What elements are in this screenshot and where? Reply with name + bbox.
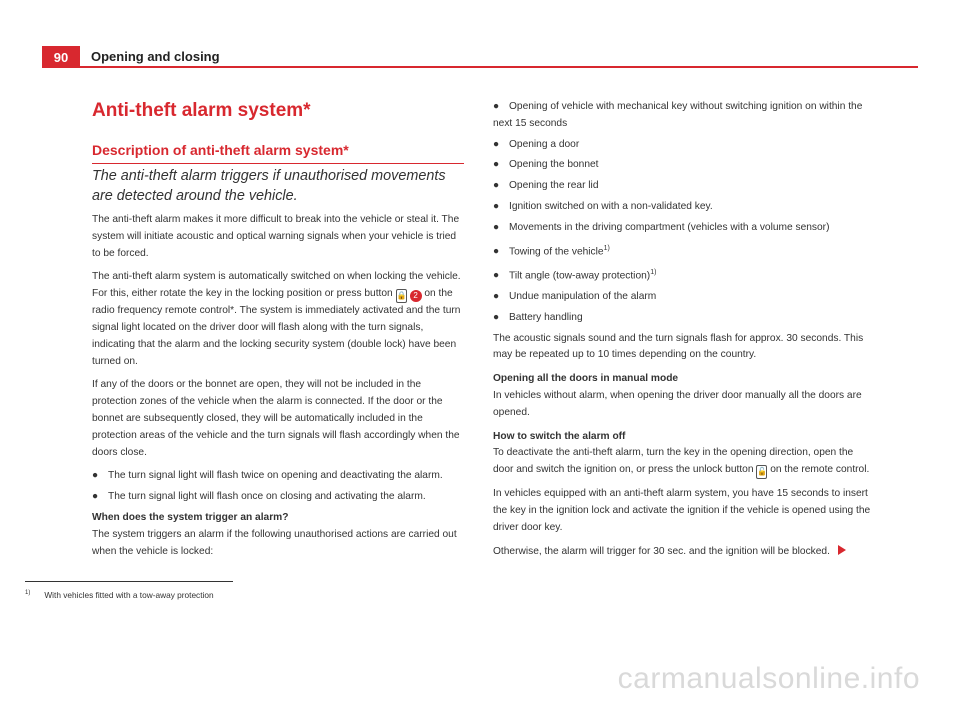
bullet-item — [493, 157, 873, 174]
paragraph-text: Otherwise, the alarm will trigger for 30 sec. and the ignition will be blocked. — [493, 545, 830, 557]
footnote-marker: 1) — [25, 590, 31, 597]
bullet-icon: ● — [493, 101, 500, 112]
footnote — [25, 590, 214, 600]
bullet-item — [493, 310, 873, 327]
chapter-title: Opening and closing — [91, 49, 220, 64]
bullet-text: Opening the bonnet — [509, 159, 599, 171]
page-number: 90 — [42, 46, 80, 68]
footnote-rule — [25, 581, 233, 582]
bullet-text: The turn signal light will flash twice on opening and deactivating the alarm. — [108, 470, 443, 482]
subheading: When does the system trigger an alarm? — [92, 511, 289, 523]
paragraph: The anti-theft alarm makes it more difficult to break into the vehicle or steal it. The system will initiate acoustic and optical warning signals when your vehicle is tried to be forced. — [92, 214, 460, 259]
watermark: carmanualsonline.info — [617, 662, 920, 695]
footnote-marker: 1) — [650, 268, 657, 276]
paragraph — [92, 269, 464, 370]
bullet-text: Tilt angle (tow-away protection) — [509, 270, 651, 282]
bullet-icon: ● — [493, 245, 500, 257]
subheading: How to switch the alarm off — [493, 430, 626, 442]
bullet-item — [92, 489, 464, 506]
callout-number: 2 — [410, 290, 422, 302]
bullet-text: Undue manipulation of the alarm — [509, 290, 657, 302]
bullet-text: Opening the rear lid — [509, 180, 599, 192]
header-rule — [80, 66, 918, 68]
bullet-icon: ● — [493, 290, 500, 302]
bullet-item — [493, 199, 873, 216]
bullet-icon: ● — [493, 138, 500, 150]
bullet-text: The turn signal light will flash once on closing and activating the alarm. — [108, 491, 426, 503]
paragraph-text: on the radio frequency remote control*. The system is immediately activated and the turn signal light located on the driver door will flash along with the turn signals, indicating that the alarm and the locking security system (double lock) have been turned on. — [92, 288, 461, 367]
bullet-icon: ● — [493, 221, 500, 233]
paragraph-text: The anti-theft alarm system is automatically switched on when locking the vehicle. For this, either rotate the key in the locking position or press button — [92, 271, 461, 300]
subheading: Opening all the doors in manual mode — [493, 373, 679, 385]
left-column — [92, 212, 464, 567]
footnote-text: With vehicles fitted with a tow-away protection — [44, 590, 214, 600]
footnote-marker: 1) — [603, 244, 610, 252]
paragraph: In vehicles equipped with an anti-theft alarm system, you have 15 seconds to insert the key in the ignition lock and activate the ignition if the vehicle is opened using the driver door key. — [493, 488, 871, 533]
bullet-icon: ● — [493, 180, 500, 192]
bullet-text: Ignition switched on with a non-validated key. — [509, 200, 713, 212]
lock-key-icon: 🔒 — [396, 289, 407, 303]
bullet-icon: ● — [493, 311, 500, 323]
paragraph — [493, 445, 873, 479]
bullet-item — [493, 99, 873, 133]
right-column — [493, 99, 873, 567]
bullet-item — [92, 468, 464, 485]
paragraph: The acoustic signals sound and the turn signals flash for approx. 30 seconds. This may be repeated up to 10 times depending on the country. — [493, 332, 864, 361]
paragraph-text: on the remote control. — [770, 464, 870, 476]
paragraph-text: To deactivate the anti-theft alarm, turn the key in the opening direction, open the door and switch the ignition on, or press the unlock button — [493, 447, 854, 476]
bullet-item — [493, 265, 873, 285]
page-title: Anti-theft alarm system* — [92, 100, 311, 121]
paragraph: In vehicles without alarm, when opening the driver door manually all the doors are opened. — [493, 389, 862, 418]
bullet-icon: ● — [493, 159, 500, 171]
paragraph: If any of the doors or the bonnet are open, they will not be included in the protection zones of the vehicle when the alarm is connected. If the door or the bonnet are subsequently closed, they will be automatically included in the protection areas of the vehicle and the turn signals will flash accordingly when the doors close. — [92, 379, 460, 458]
unlock-key-icon: 🔓 — [756, 465, 767, 479]
bullet-icon: ● — [92, 491, 99, 503]
bullet-item — [493, 178, 873, 195]
continue-arrow-icon — [838, 545, 846, 555]
lead-text: The anti-theft alarm triggers if unauthorised movements are detected around the vehicle. — [92, 168, 446, 204]
bullet-text: Battery handling — [509, 311, 583, 323]
bullet-text: Opening of vehicle with mechanical key without switching ignition on within the next 15 seconds — [493, 101, 863, 129]
section-title: Description of anti-theft alarm system* — [92, 142, 464, 164]
paragraph — [493, 544, 873, 561]
bullet-icon: ● — [92, 470, 99, 482]
bullet-item — [493, 220, 873, 237]
paragraph: The system triggers an alarm if the following unauthorised actions are carried out when the vehicle is locked: — [92, 528, 457, 557]
bullet-text: Towing of the vehicle — [509, 245, 604, 257]
bullet-item — [493, 289, 873, 306]
bullet-text: Opening a door — [509, 138, 580, 150]
bullet-icon: ● — [493, 200, 500, 212]
bullet-item — [493, 241, 873, 261]
bullet-text: Movements in the driving compartment (vehicles with a volume sensor) — [509, 221, 830, 233]
bullet-icon: ● — [493, 270, 500, 282]
bullet-item — [493, 137, 873, 154]
